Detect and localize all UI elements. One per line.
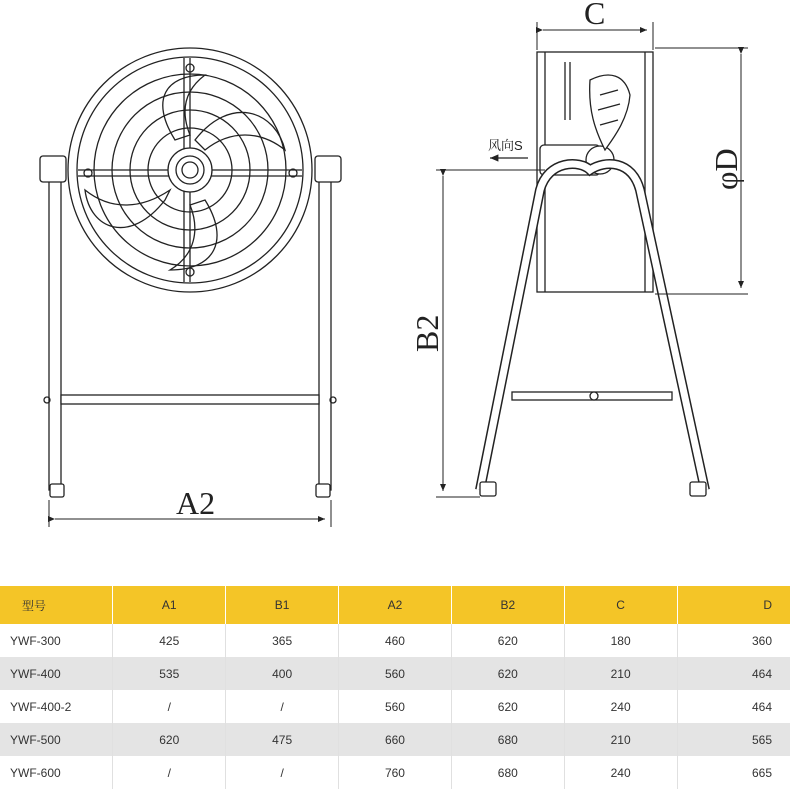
cell-b1: / [226, 690, 339, 723]
cell-model: YWF-600 [0, 756, 113, 789]
front-view [40, 48, 341, 497]
cell-a1: 425 [113, 624, 226, 657]
spec-table [0, 586, 790, 789]
cell-b1: 400 [226, 657, 339, 690]
cell-d: 665 [751, 765, 772, 780]
cell-d: 565 [677, 723, 790, 756]
cell-b1: 365 [226, 624, 339, 657]
header-d: D [677, 586, 790, 624]
cell-a2: 560 [339, 657, 452, 690]
cell-b2: 620 [451, 657, 564, 690]
label-d: φD [708, 148, 744, 190]
cell-c: 210 [564, 723, 677, 756]
cell-a1: 535 [113, 657, 226, 690]
cell-c: 210 [564, 657, 677, 690]
cell-model: YWF-500 [0, 723, 113, 756]
cell-a1: / [113, 690, 226, 723]
header-c: C [564, 586, 677, 624]
cell-d: 464 [751, 699, 772, 714]
cell-model: YWF-400-2 [0, 690, 113, 723]
cell-a2: 760 [339, 756, 452, 789]
header-b1: B1 [226, 586, 339, 624]
cell-model: YWF-400 [0, 657, 113, 690]
table-row [0, 723, 790, 756]
label-wind-direction: 风向S [488, 138, 523, 153]
cell-a2: 460 [339, 624, 452, 657]
cell-d: 360 [751, 633, 772, 648]
label-b2: B2 [409, 314, 445, 352]
cell-a2: 660 [339, 723, 452, 756]
cell-c: 240 [564, 756, 677, 789]
table-row [0, 690, 790, 723]
header-a2: A2 [339, 586, 452, 624]
header-a1: A1 [113, 586, 226, 624]
cell-c: 240 [564, 690, 677, 723]
header-b2: B2 [451, 586, 564, 624]
table-row [0, 657, 790, 690]
table-row [0, 756, 790, 789]
label-a2: A2 [176, 485, 216, 521]
cell-b2: 620 [451, 624, 564, 657]
table-header-row [0, 586, 790, 624]
cell-a1: / [113, 756, 226, 789]
cell-d: 464 [677, 657, 790, 690]
table-row [0, 624, 790, 657]
header-model: 型号 [0, 586, 113, 624]
cell-c: 180 [564, 624, 677, 657]
side-view [480, 52, 706, 496]
cell-b2: 680 [451, 723, 564, 756]
label-c: C [584, 0, 606, 31]
cell-model: YWF-300 [0, 624, 113, 657]
cell-b2: 620 [451, 690, 564, 723]
cell-b1: 475 [226, 723, 339, 756]
cell-b1: / [226, 756, 339, 789]
cell-b2: 680 [451, 756, 564, 789]
cell-a2: 560 [339, 690, 452, 723]
cell-a1: 620 [113, 723, 226, 756]
